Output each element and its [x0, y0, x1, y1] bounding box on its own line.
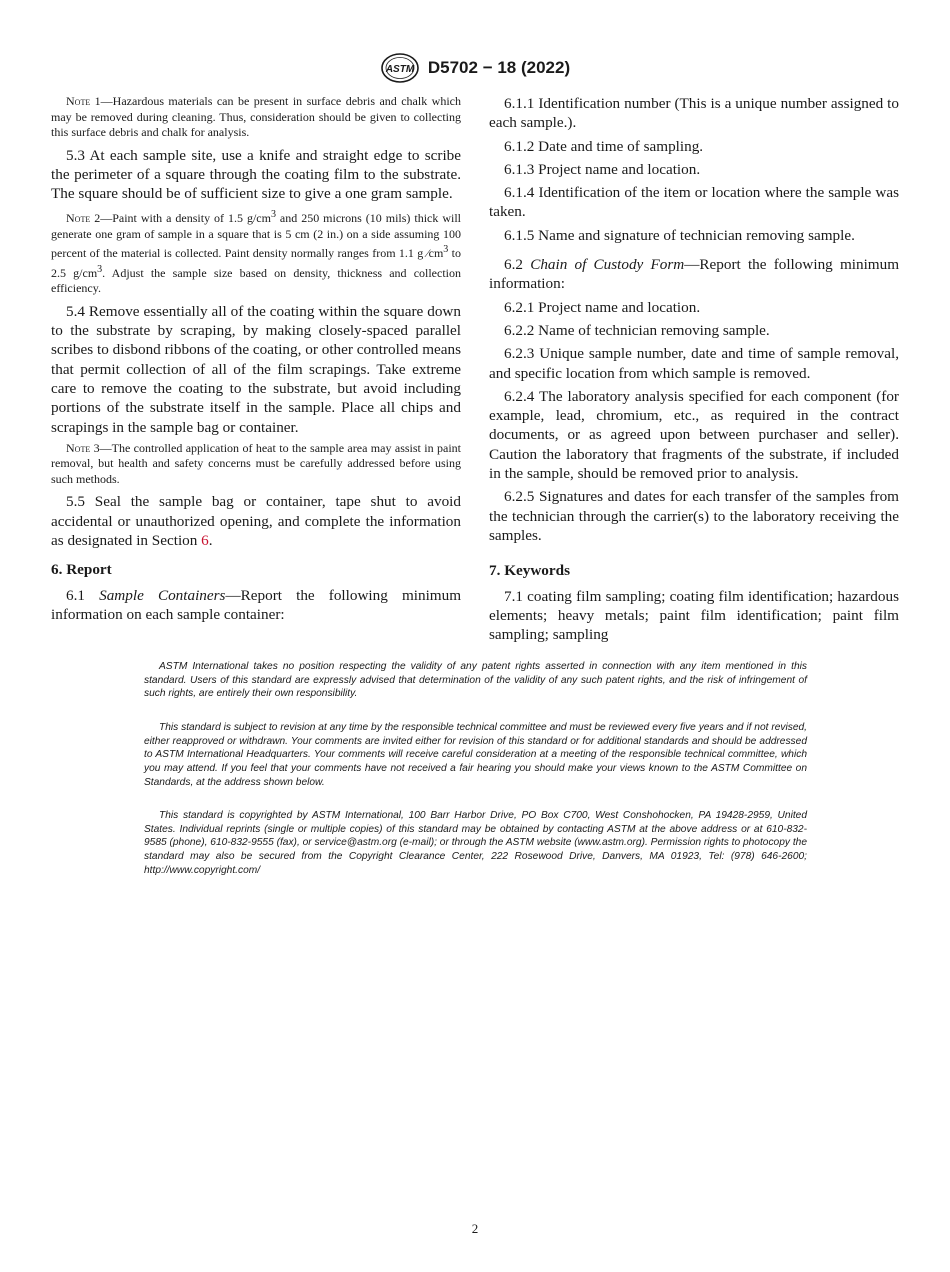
note-1: Note 1—Hazardous materials can be present in surface debris and chalk which may be removed during cleaning. Thus, consideration should be given to collecting this surface debris and chalk for analysis. [51, 94, 461, 139]
copyright-notice: This standard is copyrighted by ASTM International, 100 Barr Harbor Drive, PO Box C700, West Conshohocken, PA 19428-2959, United States. Individual reprints (single or multiple copies) of this standard may be obtained by contacting ASTM at the above address or at 610-832-9585 (phone), 610-832-9555 (fax), or service@astm.org (e-mail); or through the ASTM website (www.astm.org). Permission rights to photocopy the standard may also be secured from the Copyright Clearance Center, 222 Rosewood Drive, Danvers, MA 01923, Tel: (978) 646-2600; http://www.copyright.com/ [144, 810, 807, 876]
paragraph-6-1-1: 6.1.1 Identification number (This is a unique number assigned to each sample.). [489, 95, 899, 132]
paragraph-6-2: 6.2 Chain of Custody Form—Report the following minimum information: [489, 256, 900, 293]
paragraph-6-1-5: 6.1.5 Name and signature of technician removing sample. [504, 226, 855, 244]
right-column [489, 94, 899, 648]
paragraph-6-2-3: 6.2.3 Unique sample number, date and time of sample removal, and specific location from which sample is removed. [489, 345, 899, 382]
paragraph-5-3: 5.3 At each sample site, use a knife and straight edge to scribe the perimeter of a square through the coating film to the substrate. The square should be of sufficient size to give a one gram sample. [51, 146, 461, 203]
note-3: Note 3—The controlled application of heat to the sample area may assist in paint removal, but health and safety concerns must be carefully addressed before using such methods. [51, 440, 461, 486]
paragraph-6-1-2: 6.1.2 Date and time of sampling. [504, 137, 704, 155]
left-column [51, 94, 461, 628]
paragraph-6-1: 6.1 Sample Containers—Report the following minimum information on each sample container: [51, 586, 462, 623]
note-2: Note 2—Paint with a density of 1.5 $g/cm^3$ and 250 microns (10 mils) thick will generate one gram of sample in a square that is 5 cm (2 in.) on a side assuming 100 percent of the material is collected. Paint density normally ranges from 1.1 g $⁄cm^3$ to 2.5 $g/cm^3$. Adjust the sample size based on density, thickness and collection efficiency. [51, 209, 462, 296]
paragraph-7-1: 7.1 coating film sampling; coating film identification; hazardous elements; heavy metals; paint film identification; paint film sampling; sampling [489, 587, 899, 644]
patent-disclaimer: ASTM International takes no position respecting the validity of any patent rights asserted in connection with any item mentioned in this standard. Users of this standard are expressly advised that determination of the validity of any such patent rights, and the risk of infringement of such rights, are entirely their own responsibility. [144, 661, 807, 700]
section-6-link[interactable]: 6 [201, 532, 209, 550]
svg-text:ASTM: ASTM [385, 64, 415, 75]
paragraph-6-1-3: 6.1.3 Project name and location. [504, 160, 701, 178]
section-7-heading: 7. Keywords [489, 562, 570, 580]
section-6-heading: 6. Report [51, 561, 112, 579]
paragraph-6-2-2: 6.2.2 Name of technician removing sample. [504, 321, 770, 339]
paragraph-5-5: 5.5 Seal the sample bag or container, tape shut to avoid accidental or unauthorized opening, and complete the information as designated in Section 6. [51, 493, 461, 550]
standard-designation: D5702 − 18 (2022) [427, 58, 571, 77]
paragraph-6-2-4: 6.2.4 The laboratory analysis specified for each component (for example, lead, chromium, etc., as required in the contract documents, or as agreed upon between purchaser and seller). Caution the laboratory that fragments of the substrate, if included in the sample, should be removed prior to analysis. [489, 387, 899, 483]
page-number: 2 [471, 1221, 479, 1236]
paragraph-6-2-5: 6.2.5 Signatures and dates for each transfer of the samples from the technician through the carrier(s) to the laboratory receiving the samples. [489, 488, 899, 544]
astm-logo-icon [380, 52, 420, 84]
paragraph-6-1-4: 6.1.4 Identification of the item or location where the sample was taken. [489, 184, 899, 221]
paragraph-6-2-1: 6.2.1 Project name and location. [504, 298, 701, 316]
revision-notice: This standard is subject to revision at any time by the responsible technical committee and must be reviewed every five years and if not revised, either reapproved or withdrawn. Your comments are invited either for revision of this standard or for additional standards and should be addressed to ASTM International Headquarters. Your comments will receive careful consideration at a meeting of the responsible technical committee, which you may attend. If you feel that your comments have not received a fair hearing you should make your views known to the ASTM Committee on Standards, at the address shown below. [144, 722, 807, 788]
page-header [0, 52, 950, 84]
paragraph-5-4: 5.4 Remove essentially all of the coating within the square down to the substrate by scraping, by making closely-spaced parallel scribes to disbond ribbons of the coating, or other controlled means that permit collection of all of the film scrapings. Take extreme care to remove the coating to the substrate, but avoid including portions of the substrate itself in the sample. Place all chips and scrapings in the sample bag or container. [51, 302, 461, 436]
